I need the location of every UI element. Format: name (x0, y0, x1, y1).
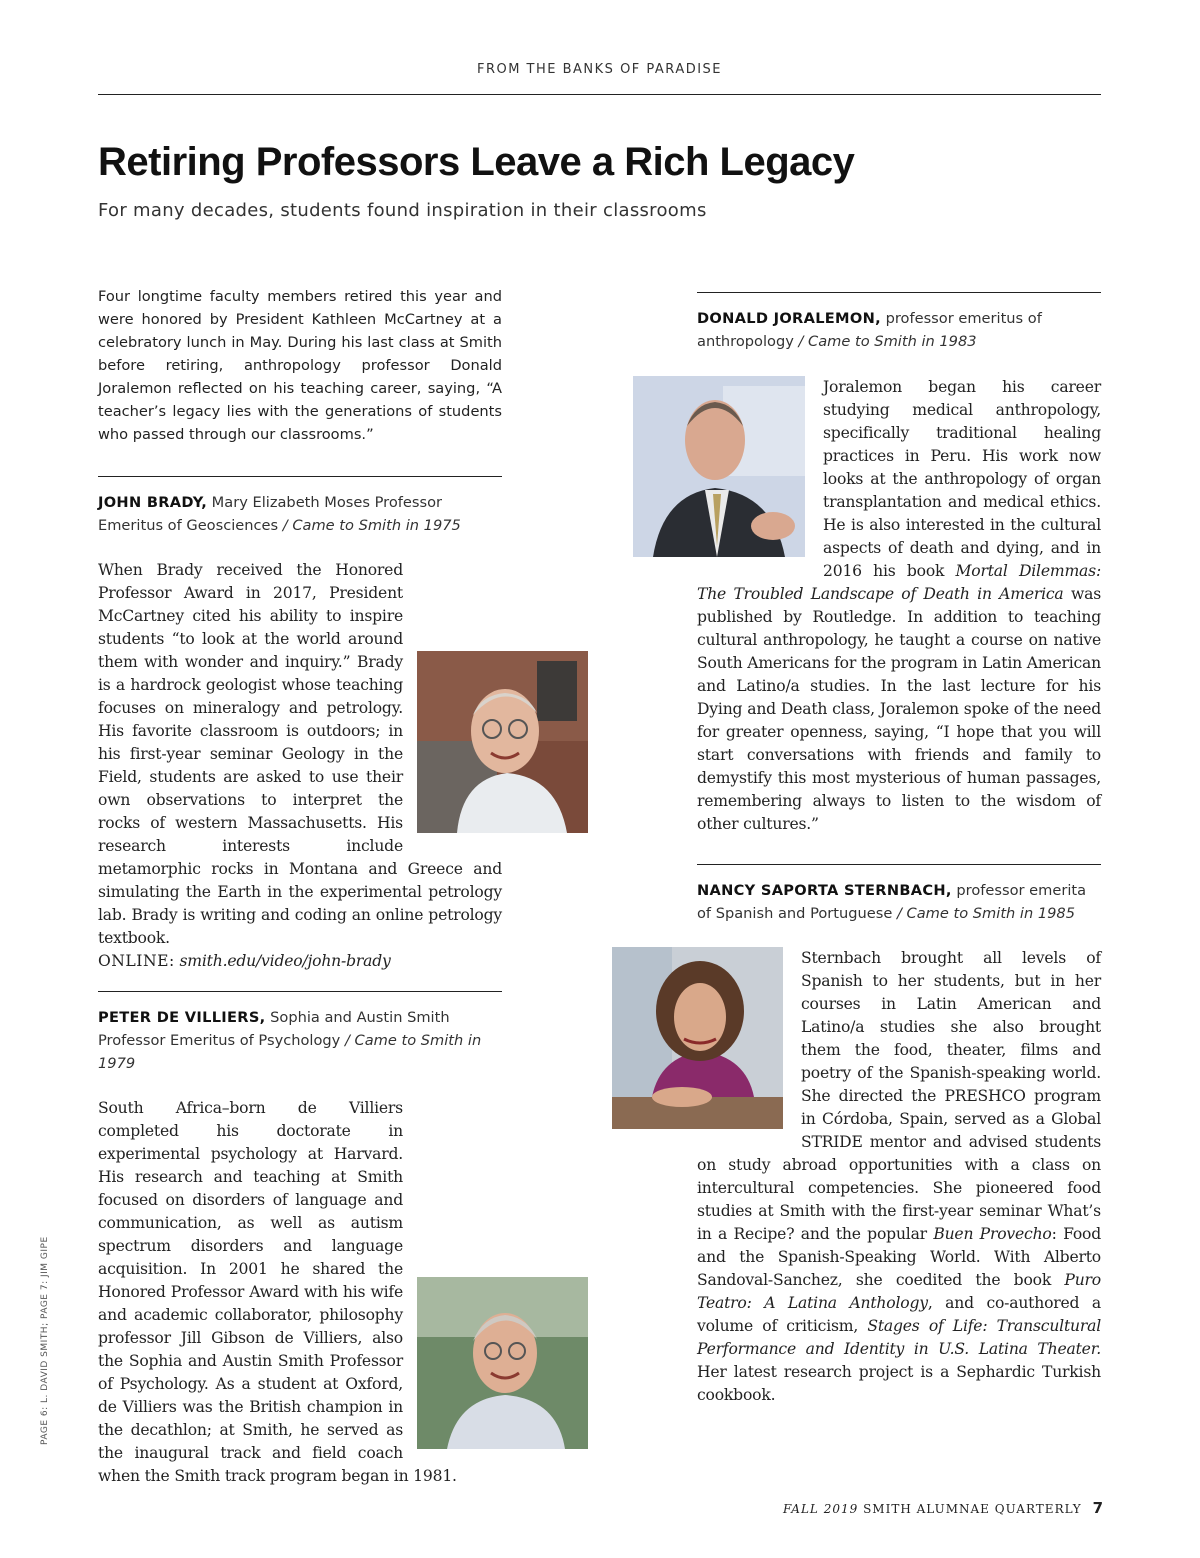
left-column (98, 285, 502, 1488)
sternbach-article (697, 947, 1101, 1407)
sternbach-name: NANCY SAPORTA STERNBACH, (697, 882, 952, 899)
brady-name: JOHN BRADY, (98, 494, 208, 511)
donald-joralemon-photo (633, 376, 805, 557)
devilliers-title: Sophia and Austin Smith Professor Emeritus of Psychology (98, 1009, 450, 1049)
sternbach-book-3: Stages of Life: Transcultural Performance and Identity in U.S. Latina Theater. (697, 1317, 1102, 1358)
photo-credit: PAGE 6: L. DAVID SMITH; PAGE 7: JIM GIPE (40, 1236, 50, 1445)
nancy-saporta-sternbach-photo (612, 947, 783, 1129)
section-divider (697, 292, 1101, 293)
sternbach-body-2: : Food and the Spanish-Speaking World. With Alberto Sandoval-Sanchez, she coedited the book (697, 1225, 1101, 1289)
section-divider (98, 991, 502, 992)
section-divider (98, 476, 502, 477)
sternbach-book-1: Buen Provecho (933, 1225, 1052, 1243)
header-divider (98, 94, 1101, 95)
sternbach-byline (697, 879, 1101, 925)
brady-title: Mary Elizabeth Moses Professor Emeritus of Geosciences (98, 494, 443, 534)
sternbach-book-2: Puro Teatro: A Latina Anthology (697, 1271, 1101, 1312)
sternbach-body-1: Sternbach brought all levels of Spanish to her students, but in her courses in Latin American and Latino/a studies she also brought them the food, theater, films and poetry of the Spanish-speaking world. She directed the PRESHCO program in Córdoba, Spain, served as a Global STRIDE mentor and advised students on study abroad opportunities with a class on intercultural competencies. She pioneered food studies at Smith with the first-year seminar What’s in a Recipe? and the popular (697, 949, 1101, 1243)
brady-online-label: ONLINE: (98, 952, 175, 970)
sternbach-came: / Came to Smith in 1985 (892, 905, 1076, 922)
footer-magazine: SMITH ALUMNAE QUARTERLY (863, 1502, 1082, 1516)
joralemon-came: / Came to Smith in 1983 (793, 333, 977, 350)
devilliers-came: / Came to Smith in 1979 (98, 1032, 482, 1072)
sternbach-body-3: , and co-authored a volume of criticism, (697, 1294, 1101, 1335)
joralemon-body-2: was published by Routledge. In addition to teaching cultural anthropology, he taught a course on native South Americans for the program in Latin American and Latino/a studies. In the last lecture for his Dying and Death class, Joralemon spoke of the need for greater openness, saying, “I hope that you will start conversations with friends and family to demystify this most mysterious of human passages, remembering always to listen to the wisdom of other cultures.” (697, 585, 1101, 833)
joralemon-name: DONALD JORALEMON, (697, 310, 881, 327)
joralemon-byline (697, 307, 1101, 353)
brady-came: / Came to Smith in 1975 (278, 517, 461, 534)
devilliers-article (98, 1097, 502, 1488)
john-brady-photo (417, 651, 588, 833)
page-footer (783, 1499, 1104, 1517)
intro-paragraph: Four longtime faculty members retired this year and were honored by President Kathleen McCartney at a celebratory lunch in May. During his last class at Smith before retiring, anthropology professor Donald Joralemon reflected on his teaching career, saying, “A teacher’s legacy lies with the generations of students who passed through our classrooms.” (98, 288, 502, 443)
sternbach-title: professor emerita of Spanish and Portuguese (697, 882, 1087, 922)
joralemon-body-1: Joralemon began his career studying medical anthropology, specifically traditional healing practices in Peru. His work now looks at the anthropology of organ transplantation and medical ethics. He is also interested in the cultural aspects of death and dying, and in 2016 his book (823, 378, 1101, 580)
page-subtitle: For many decades, students found inspiration in their classrooms (98, 200, 707, 221)
brady-article (98, 559, 502, 973)
section-header: FROM THE BANKS OF PARADISE (476, 62, 723, 77)
section-divider (697, 864, 1101, 865)
footer-season: FALL 2019 (783, 1502, 859, 1516)
devilliers-byline (98, 1006, 502, 1075)
brady-body: When Brady received the Honored Professor Award in 2017, President McCartney cited his ability to inspire students “to look at the world around them with wonder and inquiry.” Brady is a hardrock geologist whose teaching focuses on mineralogy and petrology. His favorite classroom is outdoors; in his first-year seminar Geology in the Field, students are asked to use their own observations to interpret the rocks of western Massachusetts. His research interests include metamorphic rocks in Montana and Greece and simulating the Earth in the experimental petrology lab. Brady is writing and coding an online petrology textbook. (98, 561, 502, 947)
peter-de-villiers-photo (417, 1277, 588, 1449)
devilliers-name: PETER DE VILLIERS, (98, 1009, 266, 1026)
brady-online-link[interactable]: smith.edu/video/john-brady (179, 952, 391, 970)
page-title: Retiring Professors Leave a Rich Legacy (98, 140, 855, 184)
devilliers-body: South Africa–born de Villiers completed his doctorate in experimental psychology at Harvard. His research and teaching at Smith focused on disorders of language and communication, as well as autism spectrum disorders and language acquisition. In 2001 he shared the Honored Professor Award with his wife and academic collaborator, philosophy professor Jill Gibson de Villiers, also the Sophia and Austin Smith Professor of Psychology. As a student at Oxford, de Villiers was the British champion in the decathlon; at Smith, he served as the inaugural track and field coach when the Smith track program began in 1981. (98, 1099, 457, 1485)
page-number: 7 (1092, 1499, 1104, 1517)
brady-byline (98, 491, 502, 537)
joralemon-article (697, 376, 1101, 836)
joralemon-book: Mortal Dilemmas: The Troubled Landscape of Death in America (697, 562, 1101, 603)
sternbach-body-4: Her latest research project is a Sephardic Turkish cookbook. (697, 1363, 1101, 1404)
joralemon-title: professor emeritus of anthropology (697, 310, 1042, 350)
